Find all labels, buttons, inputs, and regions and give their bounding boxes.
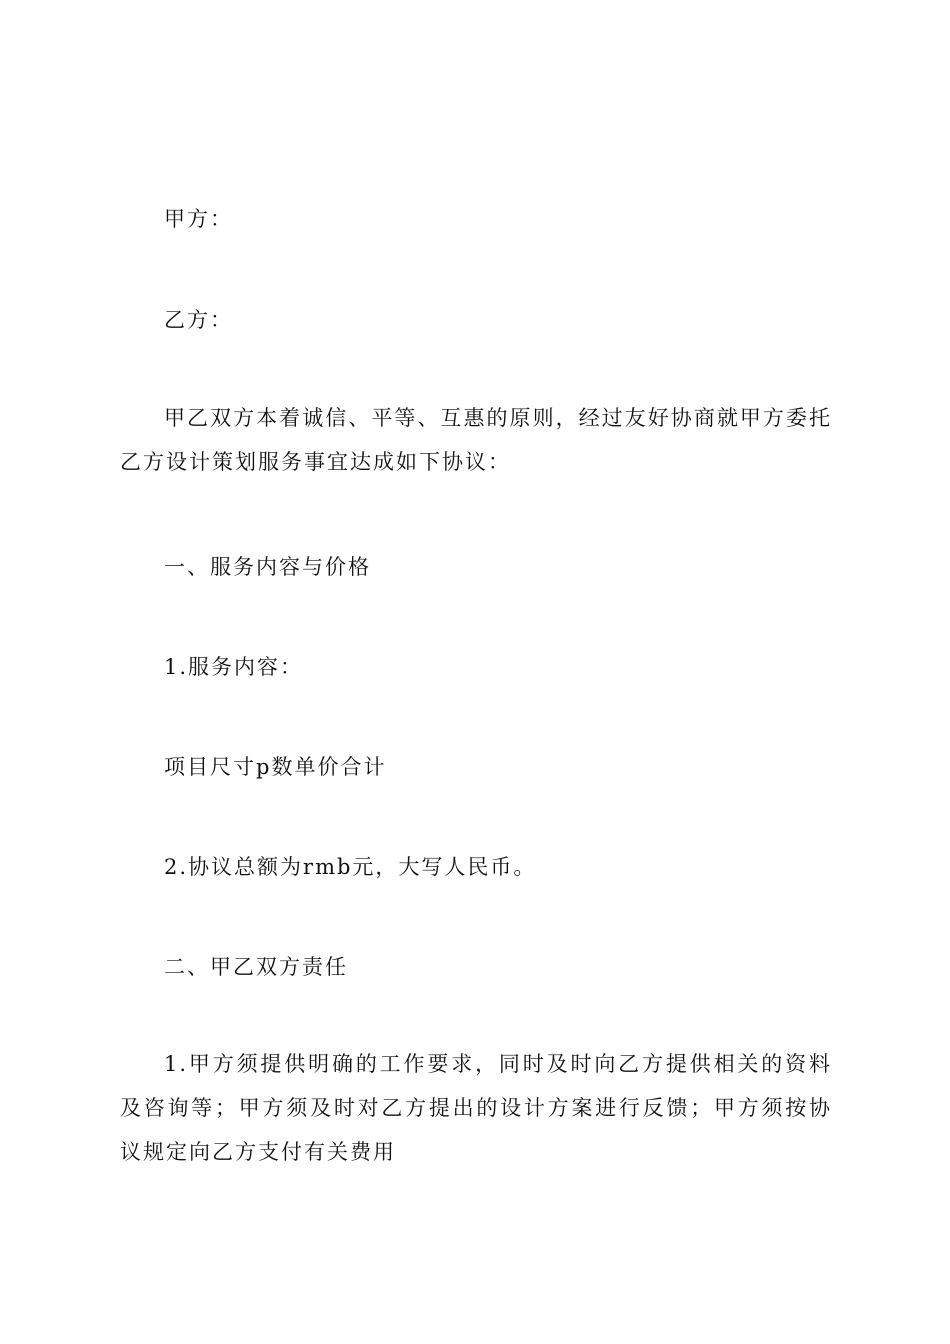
table-header-line: 项目尺寸p数单价合计 (164, 755, 387, 779)
section-2-title: 二、甲乙双方责任 (164, 955, 348, 979)
item-2-total: 2.协议总额为rmb元，大写人民币。 (164, 855, 537, 879)
item-1-title: 1.服务内容： (164, 655, 304, 679)
intro-paragraph: 甲乙双方本着诚信、平等、互惠的原则，经过友好协商就甲方委托乙方设计策划服务事宜达成如下协议： (120, 406, 832, 474)
section-1-title: 一、服务内容与价格 (164, 555, 371, 579)
party-a-label: 甲方： (164, 207, 233, 231)
party-b-label: 乙方： (164, 308, 233, 332)
responsibility-1-paragraph: 1.甲方须提供明确的工作要求，同时及时向乙方提供相关的资料及咨询等；甲方须及时对乙方提出的设计方案进行反馈；甲方须按协议规定向乙方支付有关费用 (120, 1052, 832, 1164)
